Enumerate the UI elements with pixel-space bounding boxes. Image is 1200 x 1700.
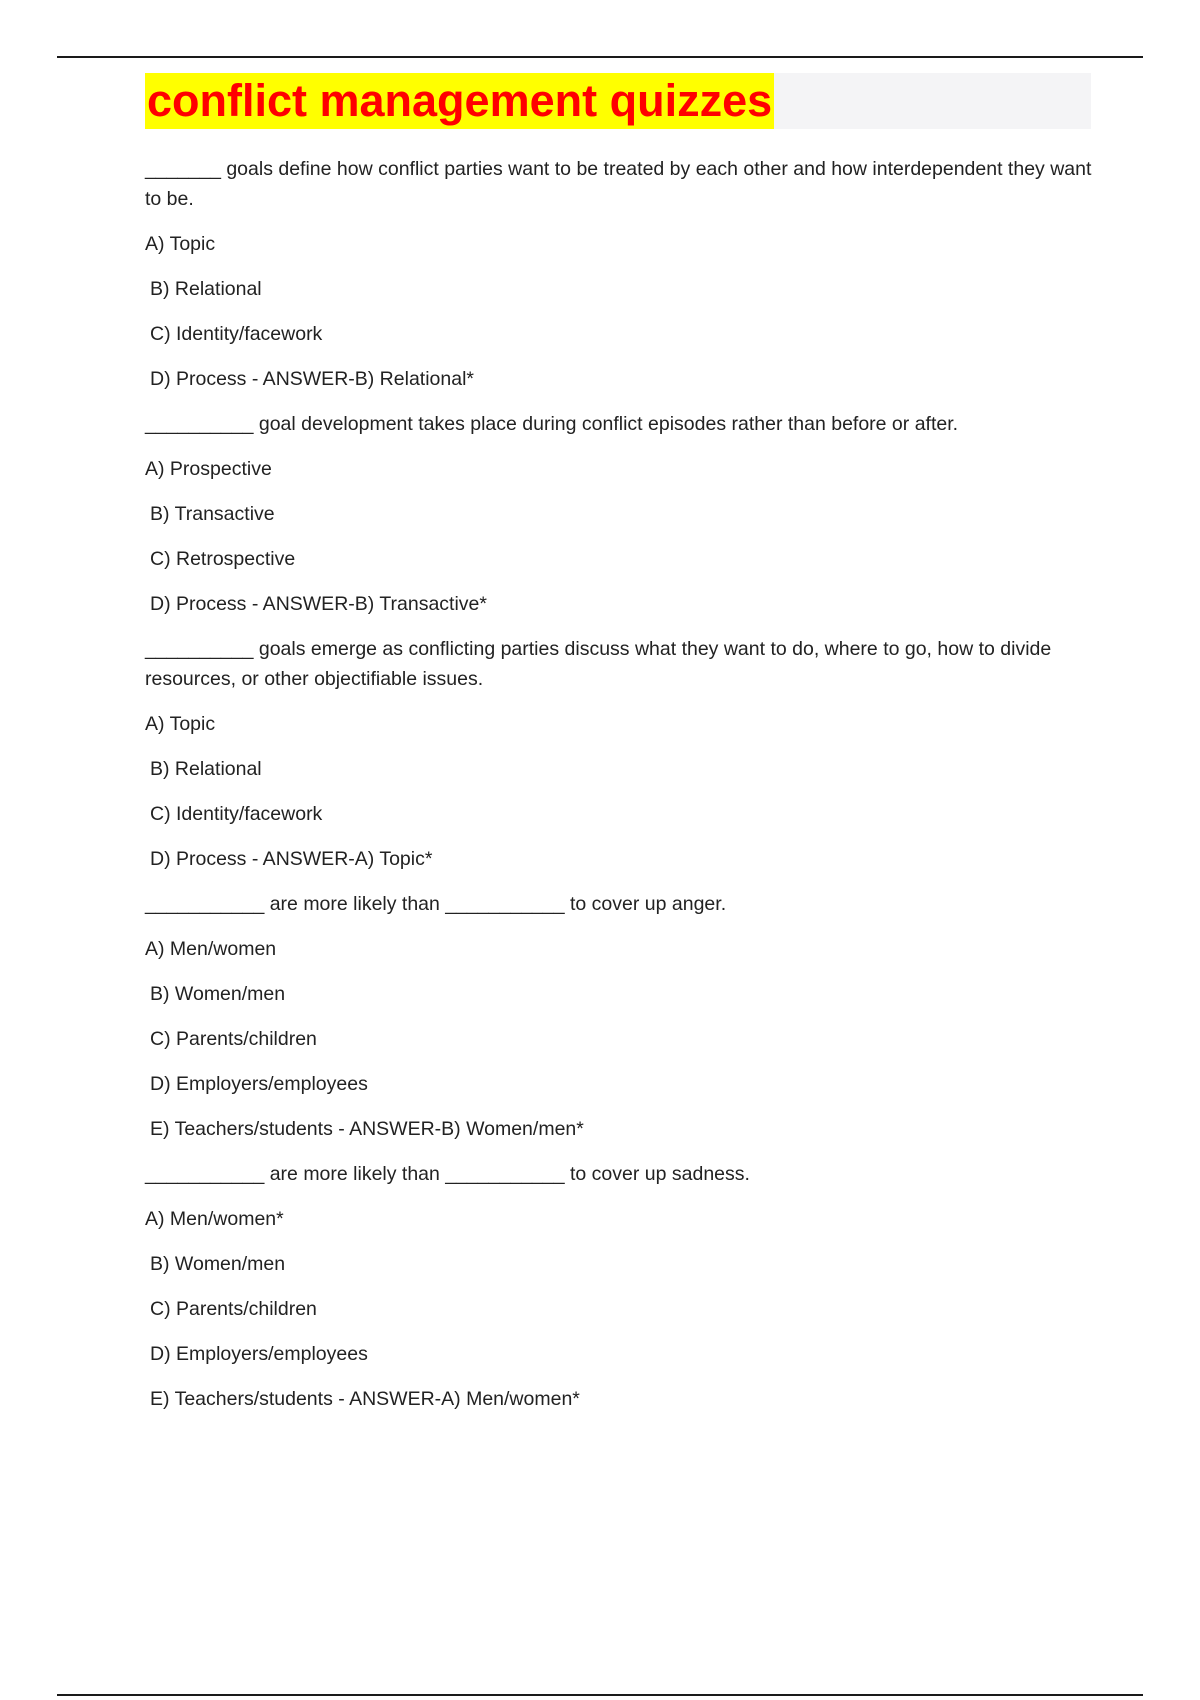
answer-option: B) Women/men [150,983,286,1005]
question-text: _______ goals define how conflict parties want to be treated by each other and how interdependent they want to be. [145,158,1092,210]
answer-option: D) Process - ANSWER-B) Relational* [150,368,474,390]
question-text: ___________ are more likely than ___________ to cover up anger. [145,893,727,915]
question-text: ___________ are more likely than ___________ to cover up sadness. [145,1163,750,1185]
answer-option: A) Men/women* [145,1208,284,1230]
answer-option: B) Women/men [150,1253,286,1275]
answer-option: B) Relational [150,278,262,300]
question-text: __________ goal development takes place during conflict episodes rather than before or after. [145,413,959,435]
answer-option: B) Relational [150,758,262,780]
answer-option: D) Employers/employees [150,1343,368,1365]
question-block [145,1159,1095,1414]
answer-option: A) Topic [145,713,216,735]
page-title: conflict management quizzes [145,73,774,129]
top-rule [57,56,1143,58]
quiz-content [145,154,1095,1429]
answer-option: E) Teachers/students - ANSWER-B) Women/men* [150,1118,584,1140]
answer-option: C) Parents/children [150,1298,317,1320]
answer-option: D) Employers/employees [150,1073,368,1095]
answer-option: D) Process - ANSWER-B) Transactive* [150,593,487,615]
answer-option: C) Parents/children [150,1028,317,1050]
bottom-rule [57,1694,1143,1696]
answer-option: A) Prospective [145,458,272,480]
question-block [145,154,1095,394]
question-text: __________ goals emerge as conflicting parties discuss what they want to do, where to go, how to divide resources, or other objectifiable issues. [145,638,1052,690]
answer-option: C) Identity/facework [150,803,323,825]
question-block [145,634,1095,874]
answer-option: B) Transactive [150,503,275,525]
question-block [145,889,1095,1144]
question-block [145,409,1095,619]
answer-option: D) Process - ANSWER-A) Topic* [150,848,433,870]
answer-option: E) Teachers/students - ANSWER-A) Men/women* [150,1388,580,1410]
answer-option: C) Retrospective [150,548,296,570]
answer-option: A) Men/women [145,938,277,960]
answer-option: A) Topic [145,233,216,255]
answer-option: C) Identity/facework [150,323,323,345]
